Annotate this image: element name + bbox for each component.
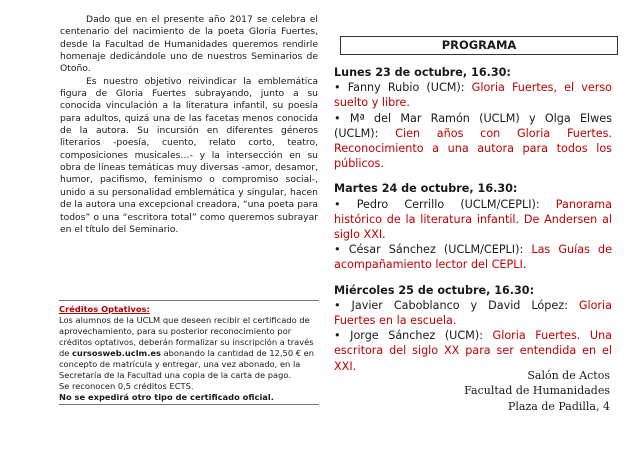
program-item bbox=[334, 242, 612, 272]
credits-note: No se expedirá otro tipo de certificado oficial. bbox=[59, 392, 319, 405]
talk-title: Cien años con Gloria Fuertes. Reconocimiento a una autora para todos los públicos. bbox=[334, 126, 613, 171]
day-title: Miércoles 25 de octubre, 16.30: bbox=[334, 283, 535, 297]
day-tuesday bbox=[334, 181, 612, 272]
day-monday bbox=[334, 65, 612, 171]
talk-title: Gloria Fuertes, el verso suelto y libre. bbox=[334, 81, 612, 110]
speaker: • Fanny Rubio (UCM): bbox=[334, 81, 465, 95]
intro-column bbox=[60, 14, 318, 236]
venue-address bbox=[450, 368, 610, 414]
talk-title: Las Guías de acompañamiento lector del CEPLI. bbox=[334, 243, 612, 272]
program-item bbox=[334, 197, 612, 243]
talk-title: Gloria Fuertes. Una escritora del siglo XX para ser entendida en el XXI. bbox=[334, 329, 613, 373]
intro-paragraph-2: Es nuestro objetivo reivindicar la emblemática figura de Gloria Fuertes subrayando, junto a su conocida vinculación a la literatura infantil, su poesía para adultos, quizá una de las facetas menos conocida de la autora. Su incursión en diferentes géneros literarios -poesía, cuento, relato corto, teatro, composiciones musicales…- y la intersección en su obra de líneas temáticas muy diversas -amor, desamor, humor, pacifismo, feminismo o compromiso social-, unido a su personalidad emblemática y singular, hacen de la autora una excepcional creadora, “una poeta para todos” o una “escritora total” como queremos subrayar en el título del Seminario. bbox=[60, 75, 318, 235]
program-column bbox=[334, 36, 612, 374]
credits-link[interactable]: cursosweb.uclm.es bbox=[72, 348, 161, 359]
day-wednesday bbox=[334, 283, 612, 374]
credits-ects: Se reconocen 0,5 créditos ECTS. bbox=[59, 381, 194, 392]
talk-title: Gloria Fuertes en la escuela. bbox=[334, 298, 612, 328]
venue-line-1: Salón de Actos bbox=[527, 369, 610, 382]
credits-text-2: abonando la cantidad de 12,50 € en concepto de matrícula y entregar, una vez abonado, en la Secretaría de la Facultad una copia de la carta de pago. bbox=[59, 348, 315, 381]
intro-paragraph-1: Dado que en el presente año 2017 se celebra el centenario del nacimiento de la poeta Gloria Fuertes, desde la Facultad de Humanidades queremos rendirle homenaje dedicándole uno de nuestros Seminarios de Otoño. bbox=[60, 14, 318, 75]
venue-line-2: Facultad de Humanidades bbox=[464, 384, 610, 398]
credits-title: Créditos Optativos: bbox=[59, 304, 150, 314]
speaker: • Pedro Cerrillo (UCLM/CEPLI): bbox=[334, 197, 540, 211]
day-title: Martes 24 de octubre, 16.30: bbox=[334, 182, 518, 196]
day-title: Lunes 23 de octubre, 16.30: bbox=[334, 66, 511, 79]
speaker: • Javier Caboblanco y David López: bbox=[334, 298, 568, 312]
credits-text-1: Los alumnos de la UCLM que deseen recibir el certificado de aprovechamiento, para su posterior reconocimiento por créditos optativos, deberán formalizar su inscripción a través de bbox=[59, 315, 314, 359]
program-item bbox=[334, 298, 612, 328]
speaker: • César Sánchez (UCLM/CEPLI): bbox=[334, 243, 524, 257]
speaker: • Jorge Sánchez (UCM): bbox=[334, 329, 483, 343]
credits-box bbox=[59, 300, 319, 405]
program-title: PROGRAMA bbox=[340, 36, 618, 55]
program-item bbox=[334, 111, 612, 172]
program-item bbox=[334, 80, 612, 110]
speaker: • Mª del Mar Ramón (UCLM) y Olga Elwes (UCLM): bbox=[334, 111, 612, 140]
venue-line-3: Plaza de Padilla, 4 bbox=[508, 399, 610, 413]
talk-title: Panorama histórico de la literatura infantil. De Andersen al siglo XXI. bbox=[334, 197, 612, 242]
